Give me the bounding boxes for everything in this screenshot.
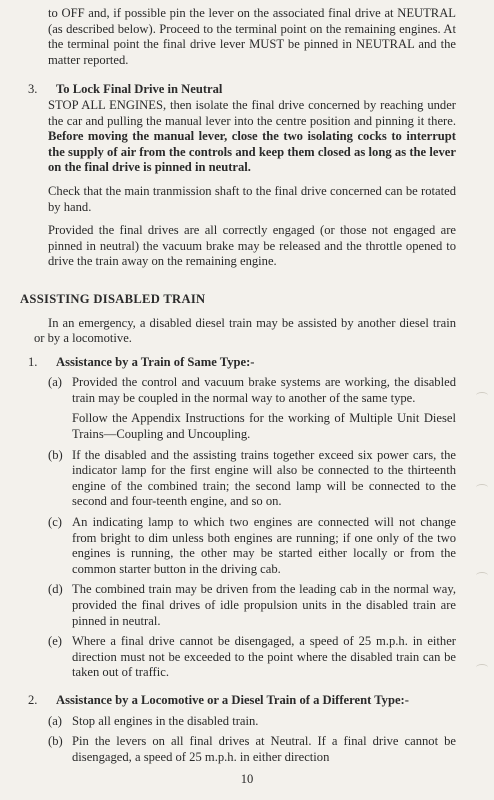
list-text: An indicating lamp to which two engines are connected will not change from bright to dim unless both engines are running; if one only of the two engines is running, the other may be started either locally or from the common starter button in the driving cab.: [72, 515, 456, 576]
list-item-1d: [20, 582, 456, 629]
section-3-number: 3.: [28, 82, 38, 97]
section-3-heading: [20, 82, 456, 98]
section-3-para3: Provided the final drives are all correctly engaged (or those not engaged are pinned in neutral) the vacuum brake may be released and the throttle opened to drive the train away on the remaining engine.: [48, 223, 456, 269]
binder-hole-mark: [476, 392, 488, 399]
list-label: (d): [48, 582, 63, 597]
subsection-1-number: 1.: [28, 354, 38, 369]
follow-instructions: Follow the Appendix Instructions for the working of Multiple Unit Diesel Trains—Coupling and Uncoupling.: [72, 411, 456, 442]
subsection-2-heading: [20, 693, 456, 709]
list-item-1c: [20, 515, 456, 577]
page-number: 10: [240, 772, 254, 786]
list-label: (a): [48, 713, 62, 728]
subsection-1-title: Assistance by a Train of Same Type:-: [56, 354, 255, 369]
assisting-intro: In an emergency, a disabled diesel train may be assisted by another diesel train or by a locomotive.: [34, 315, 456, 346]
intro-paragraph: to OFF and, if possible pin the lever on the associated final drive at NEUTRAL (as described below). Proceed to the terminal point on the remaining engines. At the terminal point the final drive lever MUST be pinned in NEUTRAL and the matter reported.: [48, 6, 456, 67]
binder-hole-mark: [476, 484, 488, 491]
list-text: If the disabled and the assisting trains together exceed six power cars, the indicator lamp for the first engine will also be connected to the thirteenth engine of the combined train; the second lamp will be connected to the second and four-teenth engine, and so on.: [72, 447, 456, 509]
list-label: (b): [48, 734, 63, 749]
binder-hole-mark: [476, 664, 488, 671]
section-3-para1-bold: Before moving the manual lever, close the two isolating cocks to interrupt the supply of air from the controls and keep them closed as long as the lever on the final drive is pinned in neutral.: [48, 129, 456, 175]
list-item-2a: [20, 714, 456, 730]
list-item-1b: [20, 448, 456, 510]
subsection-2-title: Assistance by a Locomotive or a Diesel Train of a Different Type:-: [56, 692, 409, 707]
list-text: Stop all engines in the disabled train.: [72, 713, 259, 728]
list-text: The combined train may be driven from the leading cab in the normal way, provided the final drives of idle propulsion units in the disabled train are pinned in neutral.: [72, 582, 456, 628]
section-3-para1-plain: STOP ALL ENGINES, then isolate the final drive concerned by reaching under the car and pulling the manual lever into the centre position and pinning it there.: [48, 97, 456, 128]
list-label: (c): [48, 515, 62, 530]
list-text: Provided the control and vacuum brake systems are working, the disabled train may be coupled in the normal way to another of the same type.: [72, 375, 456, 405]
list-label: (a): [48, 375, 62, 390]
binder-hole-mark: [476, 572, 488, 579]
subsection-2-number: 2.: [28, 692, 38, 707]
list-label: (e): [48, 634, 62, 649]
list-item-1e: [20, 634, 456, 681]
section-3-para1: [20, 98, 456, 176]
subsection-1-heading: [20, 355, 456, 371]
list-item-2b: [20, 734, 456, 765]
section-3-para2: Check that the main tranmission shaft to the final drive concerned can be rotated by hand.: [48, 183, 456, 214]
list-text: Where a final drive cannot be disengaged, a speed of 25 m.p.h. in either direction must not be exceeded to the point where the disabled train can be taken out of traffic.: [72, 634, 456, 680]
list-text: Pin the levers on all final drives at Neutral. If a final drive cannot be disengaged, a speed of 25 m.p.h. in either direction: [72, 734, 456, 764]
section-3-title: To Lock Final Drive in Neutral: [56, 82, 223, 97]
list-item-1a: [20, 375, 456, 406]
assisting-title: ASSISTING DISABLED TRAIN: [20, 291, 206, 306]
list-label: (b): [48, 447, 63, 462]
